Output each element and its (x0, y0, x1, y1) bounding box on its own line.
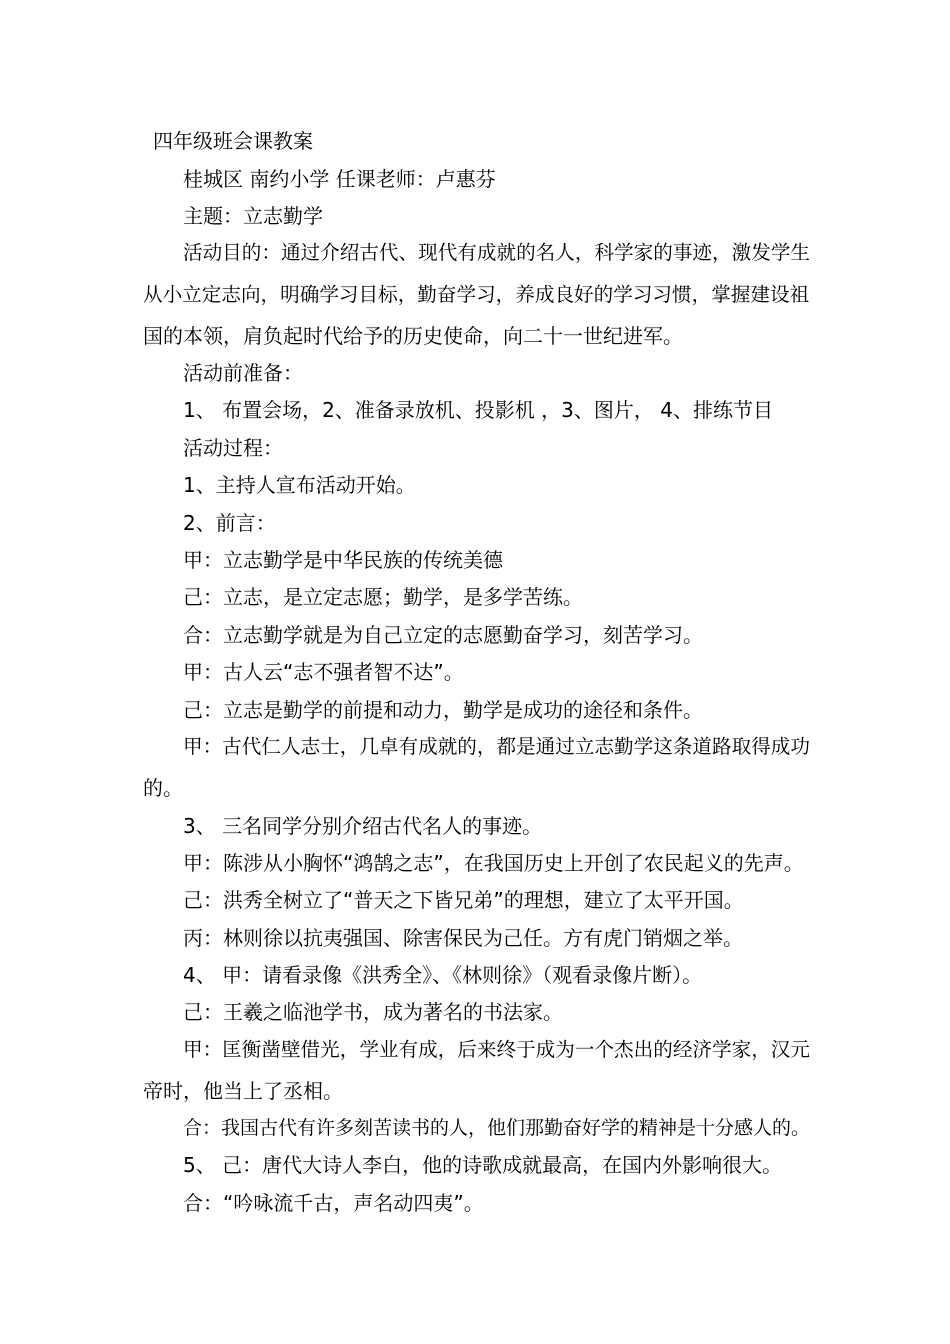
text-line: 3、 三名同学分别介绍古代名人的事迹。 (183, 814, 543, 838)
text-line: 合：立志勤学就是为自己立定的志愿勤奋学习，刻苦学习。 (183, 623, 703, 647)
text-line: 桂城区 南约小学 任课老师：卢惠芬 (183, 167, 496, 191)
text-line: 甲：立志勤学是中华民族的传统美德 (183, 548, 503, 572)
text-line: 国的本领，肩负起时代给予的历史使命，向二十一世纪进军。 (143, 324, 683, 348)
text-line: 甲：匡衡凿壁借光，学业有成，后来终于成为一个杰出的经济学家，汉元 (183, 1038, 810, 1061)
text-line: 丙：林则徐以抗夷强国、除害保民为己任。方有虎门销烟之举。 (183, 926, 743, 950)
text-line: 1、主持人宣布活动开始。 (183, 473, 416, 497)
text-line: 1、 布置会场，2、准备录放机、投影机 ，3、图片， 4、排练节目 (183, 398, 773, 422)
text-line: 合：“吟咏流千古，声名动四夷”。 (183, 1191, 484, 1215)
text-line: 合：我国古代有许多刻苦读书的人，他们那勤奋好学的精神是十分感人的。 (183, 1117, 811, 1139)
text-line: 的。 (143, 776, 183, 800)
text-line: 活动过程： (183, 436, 283, 460)
text-line: 从小立定志向，明确学习目标，勤奋学习，养成良好的学习习惯，掌握建设祖 (143, 283, 810, 306)
text-line: 2、前言： (183, 511, 276, 535)
text-line: 己：洪秀全树立了“普天之下皆兄弟”的理想，建立了太平开国。 (183, 888, 744, 912)
text-line: 活动前准备： (183, 361, 303, 385)
text-line: 己：立志，是立定志愿；勤学，是多学苦练。 (183, 585, 583, 609)
text-line: 主题：立志勤学 (183, 204, 323, 228)
text-line: 4、 甲：请看录像《洪秀全》、《林则徐》（观看录像片断）。 (183, 963, 703, 987)
text-line: 5、 己：唐代大诗人李白，他的诗歌成就最高，在国内外影响很大。 (183, 1153, 783, 1177)
text-line: 甲：陈涉从小胸怀“鸿鹄之志”，在我国历史上开创了农民起义的先声。 (183, 851, 804, 875)
text-line: 活动目的：通过介绍古代、现代有成就的名人，科学家的事迹，激发学生 (183, 241, 810, 264)
text-line: 己：王羲之临池学书，成为著名的书法家。 (183, 1000, 563, 1024)
document-title: 四年级班会课教案 (153, 129, 313, 153)
text-line: 甲：古代仁人志士，几卓有成就的，都是通过立志勤学这条道路取得成功 (183, 735, 810, 758)
text-line: 甲：古人云“志不强者智不达”。 (183, 660, 464, 684)
text-line: 己：立志是勤学的前提和动力，勤学是成功的途径和条件。 (183, 698, 703, 722)
text-line: 帝时，他当上了丞相。 (143, 1079, 343, 1103)
